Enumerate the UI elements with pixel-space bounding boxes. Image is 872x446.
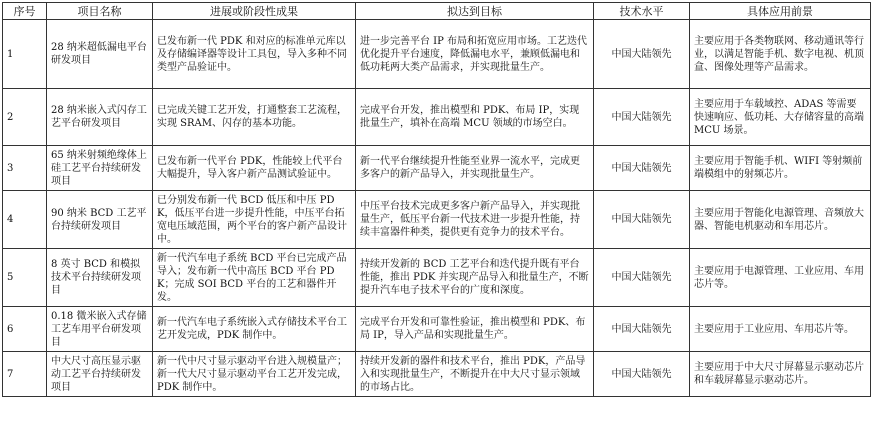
cell-project-name: 28 纳米嵌入式闪存工艺平台研发项目 — [47, 89, 153, 146]
cell-progress: 新一代汽车电子系统嵌入式存储技术平台工艺开发完成，PDK 制作中。 — [153, 307, 356, 352]
cell-project-name: 中大尺寸高压显示驱动工艺平台持续研发项目 — [47, 352, 153, 397]
table-row — [3, 249, 871, 307]
cell-project-name: 90 纳米 BCD 工艺平台持续研发项目 — [47, 191, 153, 249]
header-no: 序号 — [3, 3, 47, 20]
table-row — [3, 307, 871, 352]
cell-progress: 已发布新一代 PDK 和对应的标准单元库以及存储编译器等设计工具包，导入多种不同类型产品验证中。 — [153, 20, 356, 89]
rd-projects-table — [2, 2, 871, 397]
header-application: 具体应用前景 — [690, 3, 871, 20]
cell-tech-level: 中国大陆领先 — [594, 191, 690, 249]
cell-no: 7 — [3, 352, 47, 397]
cell-application: 主要应用于智能手机、WIFI 等射频前端模组中的射频芯片。 — [690, 146, 871, 191]
header-target: 拟达到目标 — [356, 3, 594, 20]
table-row — [3, 20, 871, 89]
cell-tech-level: 中国大陆领先 — [594, 89, 690, 146]
cell-tech-level: 中国大陆领先 — [594, 249, 690, 307]
cell-no: 5 — [3, 249, 47, 307]
cell-target: 中压平台技术完成更多客户新产品导入，并实现批量生产，低压平台新一代技术进一步提升性能，持续丰富器件种类，提供更有竞争力的技术平台。 — [356, 191, 594, 249]
cell-progress: 新一代汽车电子系统 BCD 平台已完成产品导入；发布新一代中高压 BCD 平台 PDK；完成 SOI BCD 平台的工艺和器件开发。 — [153, 249, 356, 307]
cell-tech-level: 中国大陆领先 — [594, 307, 690, 352]
cell-application: 主要应用于中大尺寸屏幕显示驱动芯片和车载屏幕显示驱动芯片。 — [690, 352, 871, 397]
cell-no: 2 — [3, 89, 47, 146]
cell-no: 4 — [3, 191, 47, 249]
cell-progress: 新一代中尺寸显示驱动平台进入规模量产；新一代大尺寸显示驱动平台工艺开发完成，PDK 制作中。 — [153, 352, 356, 397]
table-row — [3, 89, 871, 146]
table-header-row — [3, 3, 871, 20]
cell-tech-level: 中国大陆领先 — [594, 20, 690, 89]
cell-application: 主要应用于各类物联网、移动通讯等行业，以满足智能手机、数字电视、机顶盒、图像处理等产品需求。 — [690, 20, 871, 89]
cell-application: 主要应用于工业应用、车用芯片等。 — [690, 307, 871, 352]
table-row — [3, 191, 871, 249]
cell-target: 完成平台开发和可靠性验证，推出模型和 PDK、布局 IP，导入产品和实现批量生产。 — [356, 307, 594, 352]
cell-no: 1 — [3, 20, 47, 89]
cell-target: 完成平台开发，推出模型和 PDK、布局 IP，实现批量生产，填补在高端 MCU 领域的市场空白。 — [356, 89, 594, 146]
cell-application: 主要应用于智能化电源管理、音频放大器、智能电机驱动和车用芯片。 — [690, 191, 871, 249]
cell-target: 持续开发新的器件和技术平台，推出 PDK，产品导入和实现批量生产，不断提升在中大尺寸显示领域的市场占比。 — [356, 352, 594, 397]
table-row — [3, 352, 871, 397]
cell-project-name: 28 纳米超低漏电平台研发项目 — [47, 20, 153, 89]
cell-project-name: 65 纳米射频绝缘体上硅工艺平台持续研发项目 — [47, 146, 153, 191]
cell-target: 持续开发新的 BCD 工艺平台和迭代提升既有平台性能，推出 PDK 并实现产品导入和批量生产，不断提升汽车电子技术平台的广度和深度。 — [356, 249, 594, 307]
header-project-name: 项目名称 — [47, 3, 153, 20]
cell-project-name: 0.18 微米嵌入式存储工艺车用平台研发项目 — [47, 307, 153, 352]
cell-no: 3 — [3, 146, 47, 191]
cell-project-name: 8 英寸 BCD 和模拟技术平台持续研发项目 — [47, 249, 153, 307]
table-row — [3, 146, 871, 191]
cell-progress: 已分别发布新一代 BCD 低压和中压 PDK，低压平台进一步提升性能，中压平台拓宽电压域范围，两个平台的客户新产品设计中。 — [153, 191, 356, 249]
cell-tech-level: 中国大陆领先 — [594, 146, 690, 191]
cell-progress: 已发布新一代平台 PDK，性能较上代平台大幅提升，导入客户新产品测试验证中。 — [153, 146, 356, 191]
cell-application: 主要应用于电源管理、工业应用、车用芯片等。 — [690, 249, 871, 307]
cell-no: 6 — [3, 307, 47, 352]
header-tech-level: 技术水平 — [594, 3, 690, 20]
cell-tech-level: 中国大陆领先 — [594, 352, 690, 397]
header-progress: 进展或阶段性成果 — [153, 3, 356, 20]
cell-target: 新一代平台继续提升性能至业界一流水平，完成更多客户的新产品导入，并实现批量生产。 — [356, 146, 594, 191]
cell-progress: 已完成关键工艺开发，打通整套工艺流程，实现 SRAM、闪存的基本功能。 — [153, 89, 356, 146]
cell-target: 进一步完善平台 IP 布局和拓宽应用市场。工艺迭代优化提升平台速度，降低漏电水平，兼顾低漏电和低功耗两大类产品需求，并实现批量生产。 — [356, 20, 594, 89]
cell-application: 主要应用于车载域控、ADAS 等需要快速响应、低功耗、大存储容量的高端 MCU 场景。 — [690, 89, 871, 146]
